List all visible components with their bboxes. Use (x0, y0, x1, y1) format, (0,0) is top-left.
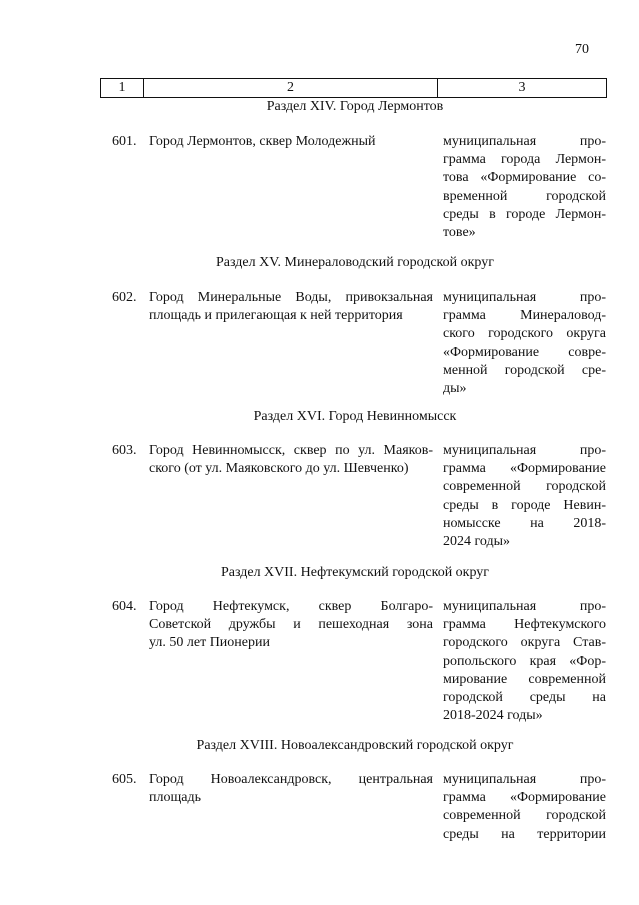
row-number: 605. (112, 772, 137, 787)
location-line: ского (от ул. Маяковского до ул. Шевченко) (149, 461, 409, 477)
location-line: Город Новоалександровск, центральная (149, 772, 433, 787)
program-line: современной городской (443, 479, 606, 495)
location-cell (149, 771, 433, 807)
location-cell (149, 442, 433, 478)
program-line: городского округа Став- (443, 635, 606, 651)
program-line: городской среды на (443, 690, 606, 706)
section-title: Раздел XVII. Нефтекумский городской округ (220, 565, 490, 580)
program-line: современной городской (443, 808, 606, 824)
location-line: Город Невинномысск, сквер по ул. Маяков- (149, 443, 433, 458)
program-line: среды в городе Лермон- (443, 206, 606, 222)
program-line: муниципальная про- (443, 772, 606, 787)
location-line: площадь (149, 790, 201, 806)
location-cell (149, 598, 433, 653)
program-cell (443, 771, 606, 844)
program-line: ды» (443, 381, 467, 397)
column-number-2: 2 (144, 79, 438, 97)
row-number: 604. (112, 599, 137, 614)
program-line: менной городской сре- (443, 362, 606, 378)
row-number: 601. (112, 134, 137, 149)
location-line: ул. 50 лет Пионерии (149, 635, 270, 651)
program-line: среды в городе Невин- (443, 497, 606, 513)
table-column-header (100, 78, 607, 98)
program-line: временной городской (443, 188, 606, 204)
page-number: 70 (575, 42, 589, 57)
location-line: Город Нефтекумск, сквер Болгаро- (149, 599, 433, 614)
section-title: Раздел XV. Минераловодский городской округ (216, 255, 494, 270)
program-cell (443, 133, 606, 242)
program-cell (443, 598, 606, 725)
section-title: Раздел XIV. Город Лермонтов (266, 99, 444, 114)
program-line: ропольского края «Фор- (443, 653, 606, 669)
section-title: Раздел XVIII. Новоалександровский городской округ (196, 738, 514, 753)
program-line: грамма Нефтекумского (443, 617, 606, 633)
program-line: тове» (443, 225, 476, 241)
column-number-3: 3 (518, 80, 526, 95)
program-line: мирование современной (443, 671, 606, 687)
location-line: Советской дружбы и пешеходная зона (149, 617, 433, 633)
program-line: 2018-2024 годы» (443, 708, 543, 724)
program-line: грамма Минераловод- (443, 308, 606, 324)
program-line: «Формирование совре- (443, 344, 606, 360)
row-number: 603. (112, 443, 137, 458)
section-title: Раздел XVI. Город Невинномысск (253, 409, 457, 424)
column-number-1: 1 (101, 79, 144, 97)
program-cell (443, 289, 606, 398)
program-line: муниципальная про- (443, 290, 606, 305)
program-line: муниципальная про- (443, 443, 606, 458)
program-line: номысске на 2018- (443, 515, 606, 531)
location-line: площадь и прилегающая к ней территория (149, 308, 403, 324)
location-cell (149, 133, 433, 151)
row-number: 602. (112, 290, 137, 305)
program-line: муниципальная про- (443, 599, 606, 614)
program-line: това «Формирование со- (443, 170, 606, 186)
location-line: Город Лермонтов, сквер Молодежный (149, 134, 376, 149)
location-line: Город Минеральные Воды, привокзальная (149, 290, 433, 305)
program-line: грамма «Формирование (443, 461, 606, 477)
program-line: ского городского округа (443, 326, 606, 342)
program-line: среды на территории (443, 826, 606, 842)
program-line: грамма «Формирование (443, 790, 606, 806)
program-line: 2024 годы» (443, 534, 511, 550)
program-cell (443, 442, 606, 551)
program-line: грамма города Лермон- (443, 152, 606, 168)
location-cell (149, 289, 433, 325)
program-line: муниципальная про- (443, 134, 606, 149)
